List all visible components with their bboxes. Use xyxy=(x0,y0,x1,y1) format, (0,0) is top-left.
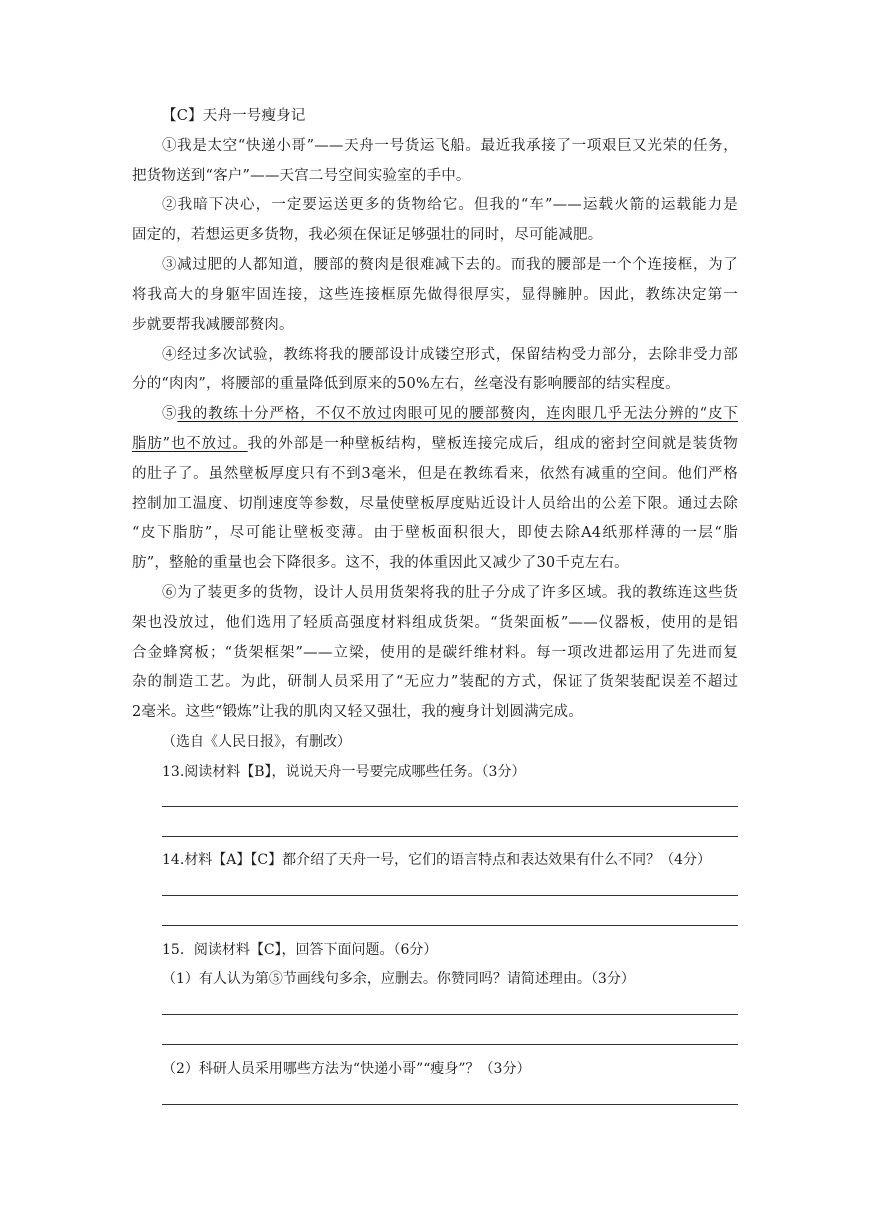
paragraph-4-line-2: 分的“肉肉”，将腰部的重量降低到原来的50%左右，丝毫没有影响腰部的结实程度。 xyxy=(132,376,680,392)
paragraph-3-line-2: 将我高大的身躯牢固连接，这些连接框原先做得很厚实，显得臃肿。因此，教练决定第一 xyxy=(132,287,738,303)
answer-line[interactable] xyxy=(162,806,738,807)
underlined-sentence-part-1: 我的教练十分严格，不仅不放过肉眼可见的腰部赘肉，连肉眼几乎无法分辨的“皮下 xyxy=(177,406,739,422)
paragraph-5-line-1 xyxy=(162,404,738,424)
paragraph-6-line-4: 杂的制造工艺。为此，研制人员采用了“无应力”装配的方式，保证了货架装配误差不超过 xyxy=(132,674,738,690)
paragraph-2-line-1: ②我暗下决心，一定要运送更多的货物给它。但我的“车”——运载火箭的运载能力是 xyxy=(162,197,738,213)
question-15-part-2: （2）科研人员采用哪些方法为“快递小哥”“瘦身”？（3分） xyxy=(162,1061,531,1077)
paragraph-5-line-2 xyxy=(132,434,738,454)
paragraph-6-line-1: ⑥为了装更多的货物，设计人员用货架将我的肚子分成了许多区域。我的教练连这些货 xyxy=(162,585,738,601)
paragraph-3-line-3: 步就要帮我减腰部赘肉。 xyxy=(132,317,294,333)
answer-line[interactable] xyxy=(162,925,738,926)
answer-line[interactable] xyxy=(162,836,738,837)
underlined-sentence-part-2: 脂肪”也不放过。 xyxy=(132,436,248,452)
paragraph-6-line-2: 架也没放过，他们选用了轻质高强度材料组成货架。“货架面板”——仪器板，使用的是铝 xyxy=(132,615,738,631)
question-15-part-1: （1）有人认为第⑤节画线句多余，应删去。你赞同吗？请简述理由。（3分） xyxy=(162,971,635,987)
answer-line[interactable] xyxy=(162,1044,738,1045)
answer-line[interactable] xyxy=(162,1014,738,1015)
paragraph-2-line-2: 固定的，若想运更多货物，我必须在保证足够强壮的同时，尽可能减肥。 xyxy=(132,227,603,243)
paragraph-5-number: ⑤ xyxy=(162,406,178,422)
section-title: 【C】天舟一号瘦身记 xyxy=(162,108,306,124)
paragraph-5-line-6: 肪”，整舱的重量也会下降很多。这不，我的体重因此又减少了30千克左右。 xyxy=(132,555,629,571)
answer-line[interactable] xyxy=(162,895,738,896)
question-14: 14.材料【A】【C】都介绍了天舟一号，它们的语言特点和表达效果有什么不同？（4分） xyxy=(162,852,711,868)
paragraph-1-line-2: 把货物送到“客户”——天宫二号空间实验室的手中。 xyxy=(132,168,471,184)
paragraph-5-line-3: 的肚子了。虽然壁板厚度只有不到3毫米，但是在教练看来，依然有减重的空间。他们严格 xyxy=(132,466,738,482)
question-15: 15．阅读材料【C】，回答下面问题。（6分） xyxy=(162,942,438,958)
question-13: 13.阅读材料【B】，说说天舟一号要完成哪些任务。（3分） xyxy=(162,764,526,780)
answer-line[interactable] xyxy=(162,1104,738,1105)
source-note: （选自《人民日报》，有删改） xyxy=(162,734,351,750)
paragraph-5-line-4: 控制加工温度、切削速度等参数，尽量使壁板厚度贴近设计人员给出的公差下限。通过去除 xyxy=(132,496,738,512)
paragraph-1-line-1: ①我是太空“快递小哥”——天舟一号货运飞船。最近我承接了一项艰巨又光荣的任务， xyxy=(162,138,738,154)
paragraph-5-line-2-rest: 我的外部是一种壁板结构，壁板连接完成后，组成的密封空间就是装货物 xyxy=(247,436,739,452)
paragraph-5-line-5: “皮下脂肪”，尽可能让壁板变薄。由于壁板面积很大，即使去除A4纸那样薄的一层“脂 xyxy=(132,525,738,541)
paragraph-6-line-5: 2毫米。这些“锻炼”让我的肌肉又轻又强壮，我的瘦身计划圆满完成。 xyxy=(132,704,583,720)
paragraph-3-line-1: ③减过肥的人都知道，腰部的赘肉是很难减下去的。而我的腰部是一个个连接框，为了 xyxy=(162,257,738,273)
paragraph-6-line-3: 合金蜂窝板；“货架框架”——立梁，使用的是碳纤维材料。每一项改进都运用了先进而复 xyxy=(132,645,738,661)
paragraph-4-line-1: ④经过多次试验，教练将我的腰部设计成镂空形式，保留结构受力部分，去除非受力部 xyxy=(162,347,738,363)
